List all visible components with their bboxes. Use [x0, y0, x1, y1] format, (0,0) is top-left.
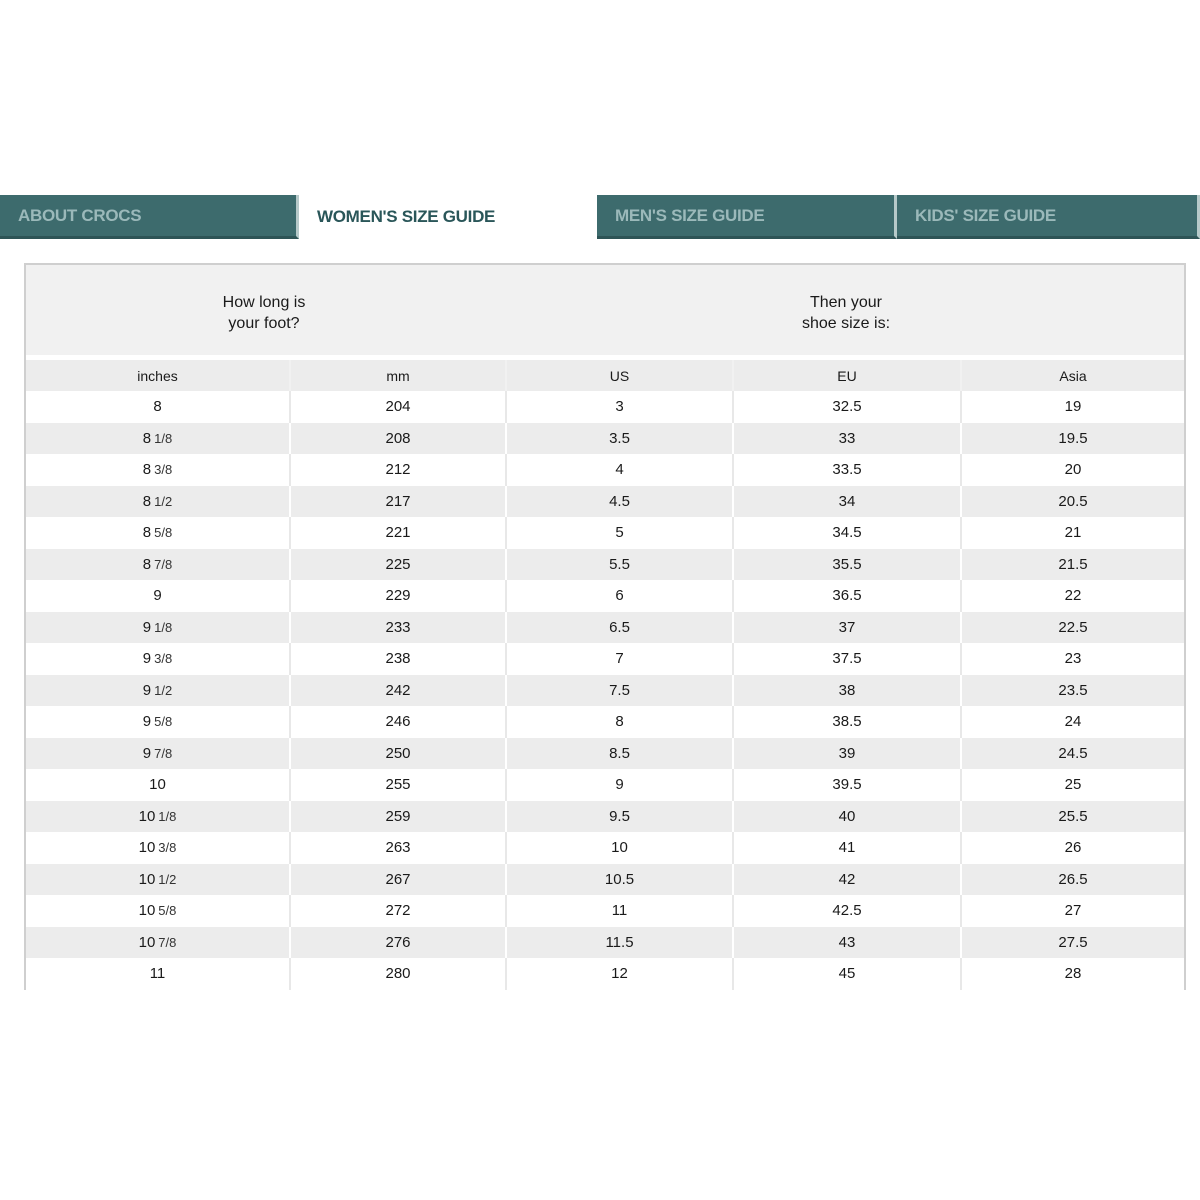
cell-eu: 45 — [733, 958, 961, 990]
inches-fraction: 1/8 — [154, 430, 173, 446]
cell-inches — [26, 423, 290, 455]
cell-us: 4.5 — [506, 486, 733, 518]
inches-fraction: 1/8 — [154, 619, 173, 635]
table-row — [26, 643, 1184, 675]
cell-inches — [26, 801, 290, 833]
cell-mm: 280 — [290, 958, 506, 990]
cell-mm: 259 — [290, 801, 506, 833]
size-chart-body — [26, 391, 1184, 990]
cell-asia: 20.5 — [961, 486, 1184, 518]
cell-eu: 38 — [733, 675, 961, 707]
table-row — [26, 738, 1184, 770]
inches-fraction: 1/2 — [158, 871, 177, 887]
cell-us: 6 — [506, 580, 733, 612]
cell-asia: 27 — [961, 895, 1184, 927]
cell-inches — [26, 706, 290, 738]
cell-us: 12 — [506, 958, 733, 990]
foot-length-heading — [174, 292, 354, 334]
cell-us: 11.5 — [506, 927, 733, 959]
inches-whole: 9 — [142, 713, 152, 731]
table-row — [26, 580, 1184, 612]
inches-fraction: 7/8 — [154, 745, 173, 761]
column-header-inches: inches — [26, 360, 290, 391]
table-row — [26, 454, 1184, 486]
column-header-us: US — [506, 360, 733, 391]
cell-us: 3.5 — [506, 423, 733, 455]
tab-kids-size-guide[interactable] — [897, 195, 1200, 239]
heading-line: your foot? — [228, 315, 300, 332]
cell-mm: 246 — [290, 706, 506, 738]
cell-asia: 22.5 — [961, 612, 1184, 644]
cell-us: 6.5 — [506, 612, 733, 644]
tab-about-crocs[interactable] — [0, 195, 299, 239]
cell-asia: 25.5 — [961, 801, 1184, 833]
column-header-mm: mm — [290, 360, 506, 391]
cell-eu: 34.5 — [733, 517, 961, 549]
cell-eu: 32.5 — [733, 391, 961, 423]
cell-inches — [26, 958, 290, 990]
cell-mm: 250 — [290, 738, 506, 770]
cell-eu: 36.5 — [733, 580, 961, 612]
inches-whole: 8 — [142, 492, 152, 510]
table-row — [26, 675, 1184, 707]
cell-inches — [26, 612, 290, 644]
table-row — [26, 832, 1184, 864]
table-row — [26, 769, 1184, 801]
cell-asia: 23.5 — [961, 675, 1184, 707]
tab-womens-size-guide[interactable] — [299, 195, 597, 239]
cell-eu: 42 — [733, 864, 961, 896]
cell-inches — [26, 517, 290, 549]
inches-fraction: 7/8 — [158, 934, 177, 950]
inches-whole: 9 — [142, 681, 152, 699]
inches-whole: 8 — [153, 398, 162, 416]
table-row — [26, 612, 1184, 644]
inches-fraction: 5/8 — [154, 714, 173, 730]
size-guide-tabs — [0, 195, 1200, 239]
cell-asia: 25 — [961, 769, 1184, 801]
inches-fraction: 7/8 — [154, 556, 173, 572]
cell-asia: 24 — [961, 706, 1184, 738]
cell-us: 4 — [506, 454, 733, 486]
cell-mm: 217 — [290, 486, 506, 518]
tab-label: WOMEN'S SIZE GUIDE — [317, 207, 496, 226]
cell-asia: 22 — [961, 580, 1184, 612]
inches-whole: 10 — [138, 839, 156, 857]
cell-mm: 263 — [290, 832, 506, 864]
cell-asia: 27.5 — [961, 927, 1184, 959]
inches-fraction: 1/8 — [158, 808, 177, 824]
cell-inches — [26, 769, 290, 801]
cell-asia: 20 — [961, 454, 1184, 486]
cell-asia: 23 — [961, 643, 1184, 675]
inches-whole: 10 — [138, 807, 156, 825]
cell-us: 5.5 — [506, 549, 733, 581]
cell-us: 11 — [506, 895, 733, 927]
cell-inches — [26, 927, 290, 959]
cell-us: 5 — [506, 517, 733, 549]
table-row — [26, 801, 1184, 833]
column-header-row — [26, 360, 1184, 391]
cell-us: 8.5 — [506, 738, 733, 770]
cell-us: 8 — [506, 706, 733, 738]
inches-whole: 8 — [142, 461, 152, 479]
inches-whole: 8 — [142, 429, 152, 447]
table-row — [26, 895, 1184, 927]
cell-asia: 19 — [961, 391, 1184, 423]
cell-us: 10 — [506, 832, 733, 864]
tab-mens-size-guide[interactable] — [597, 195, 897, 239]
cell-inches — [26, 549, 290, 581]
table-row — [26, 423, 1184, 455]
inches-whole: 8 — [142, 524, 152, 542]
table-row — [26, 549, 1184, 581]
cell-us: 3 — [506, 391, 733, 423]
inches-whole: 9 — [142, 744, 152, 762]
cell-inches — [26, 675, 290, 707]
cell-eu: 43 — [733, 927, 961, 959]
cell-mm: 267 — [290, 864, 506, 896]
inches-whole: 8 — [142, 555, 152, 573]
inches-whole: 10 — [138, 933, 156, 951]
cell-asia: 21.5 — [961, 549, 1184, 581]
table-row — [26, 958, 1184, 990]
table-row — [26, 391, 1184, 423]
cell-inches — [26, 580, 290, 612]
cell-eu: 41 — [733, 832, 961, 864]
inches-fraction: 5/8 — [154, 525, 173, 541]
cell-mm: 272 — [290, 895, 506, 927]
cell-eu: 33 — [733, 423, 961, 455]
cell-eu: 39 — [733, 738, 961, 770]
heading-line: shoe size is: — [801, 315, 891, 332]
inches-whole: 10 — [138, 870, 156, 888]
cell-us: 7.5 — [506, 675, 733, 707]
inches-whole: 9 — [153, 587, 162, 605]
tab-label: MEN'S SIZE GUIDE — [615, 205, 765, 225]
cell-asia: 21 — [961, 517, 1184, 549]
cell-mm: 208 — [290, 423, 506, 455]
inches-whole: 11 — [149, 965, 166, 983]
cell-inches — [26, 864, 290, 896]
cell-mm: 212 — [290, 454, 506, 486]
table-row — [26, 517, 1184, 549]
table-row — [26, 486, 1184, 518]
inches-fraction: 1/2 — [154, 493, 173, 509]
cell-mm: 221 — [290, 517, 506, 549]
cell-eu: 42.5 — [733, 895, 961, 927]
cell-asia: 26 — [961, 832, 1184, 864]
cell-us: 7 — [506, 643, 733, 675]
size-chart-header — [26, 265, 1184, 355]
table-row — [26, 927, 1184, 959]
cell-us: 10.5 — [506, 864, 733, 896]
cell-mm: 204 — [290, 391, 506, 423]
cell-mm: 238 — [290, 643, 506, 675]
tab-label: ABOUT CROCS — [18, 205, 142, 225]
cell-asia: 24.5 — [961, 738, 1184, 770]
cell-mm: 233 — [290, 612, 506, 644]
cell-mm: 225 — [290, 549, 506, 581]
inches-fraction: 3/8 — [154, 651, 173, 667]
cell-inches — [26, 391, 290, 423]
cell-eu: 37.5 — [733, 643, 961, 675]
cell-inches — [26, 643, 290, 675]
heading-line: Then your — [809, 294, 883, 311]
cell-inches — [26, 895, 290, 927]
inches-fraction: 3/8 — [154, 462, 173, 478]
cell-inches — [26, 832, 290, 864]
cell-inches — [26, 486, 290, 518]
size-chart-table — [26, 360, 1184, 990]
heading-line: How long is — [222, 294, 306, 311]
cell-us: 9.5 — [506, 801, 733, 833]
table-row — [26, 864, 1184, 896]
cell-us: 9 — [506, 769, 733, 801]
cell-eu: 33.5 — [733, 454, 961, 486]
cell-asia: 19.5 — [961, 423, 1184, 455]
cell-asia: 28 — [961, 958, 1184, 990]
cell-eu: 38.5 — [733, 706, 961, 738]
cell-eu: 34 — [733, 486, 961, 518]
cell-mm: 255 — [290, 769, 506, 801]
cell-eu: 35.5 — [733, 549, 961, 581]
cell-mm: 229 — [290, 580, 506, 612]
inches-whole: 9 — [142, 650, 152, 668]
shoe-size-heading — [756, 292, 936, 334]
inches-fraction: 3/8 — [158, 840, 177, 856]
cell-eu: 40 — [733, 801, 961, 833]
tab-label: KIDS' SIZE GUIDE — [915, 205, 1056, 225]
column-header-eu: EU — [733, 360, 961, 391]
table-row — [26, 706, 1184, 738]
cell-inches — [26, 454, 290, 486]
inches-fraction: 5/8 — [158, 903, 177, 919]
column-header-asia: Asia — [961, 360, 1184, 391]
cell-asia: 26.5 — [961, 864, 1184, 896]
inches-whole: 10 — [149, 776, 166, 794]
cell-eu: 37 — [733, 612, 961, 644]
cell-mm: 242 — [290, 675, 506, 707]
size-chart-panel — [24, 263, 1186, 990]
inches-fraction: 1/2 — [154, 682, 173, 698]
cell-eu: 39.5 — [733, 769, 961, 801]
inches-whole: 9 — [142, 618, 152, 636]
cell-inches — [26, 738, 290, 770]
inches-whole: 10 — [138, 902, 156, 920]
cell-mm: 276 — [290, 927, 506, 959]
